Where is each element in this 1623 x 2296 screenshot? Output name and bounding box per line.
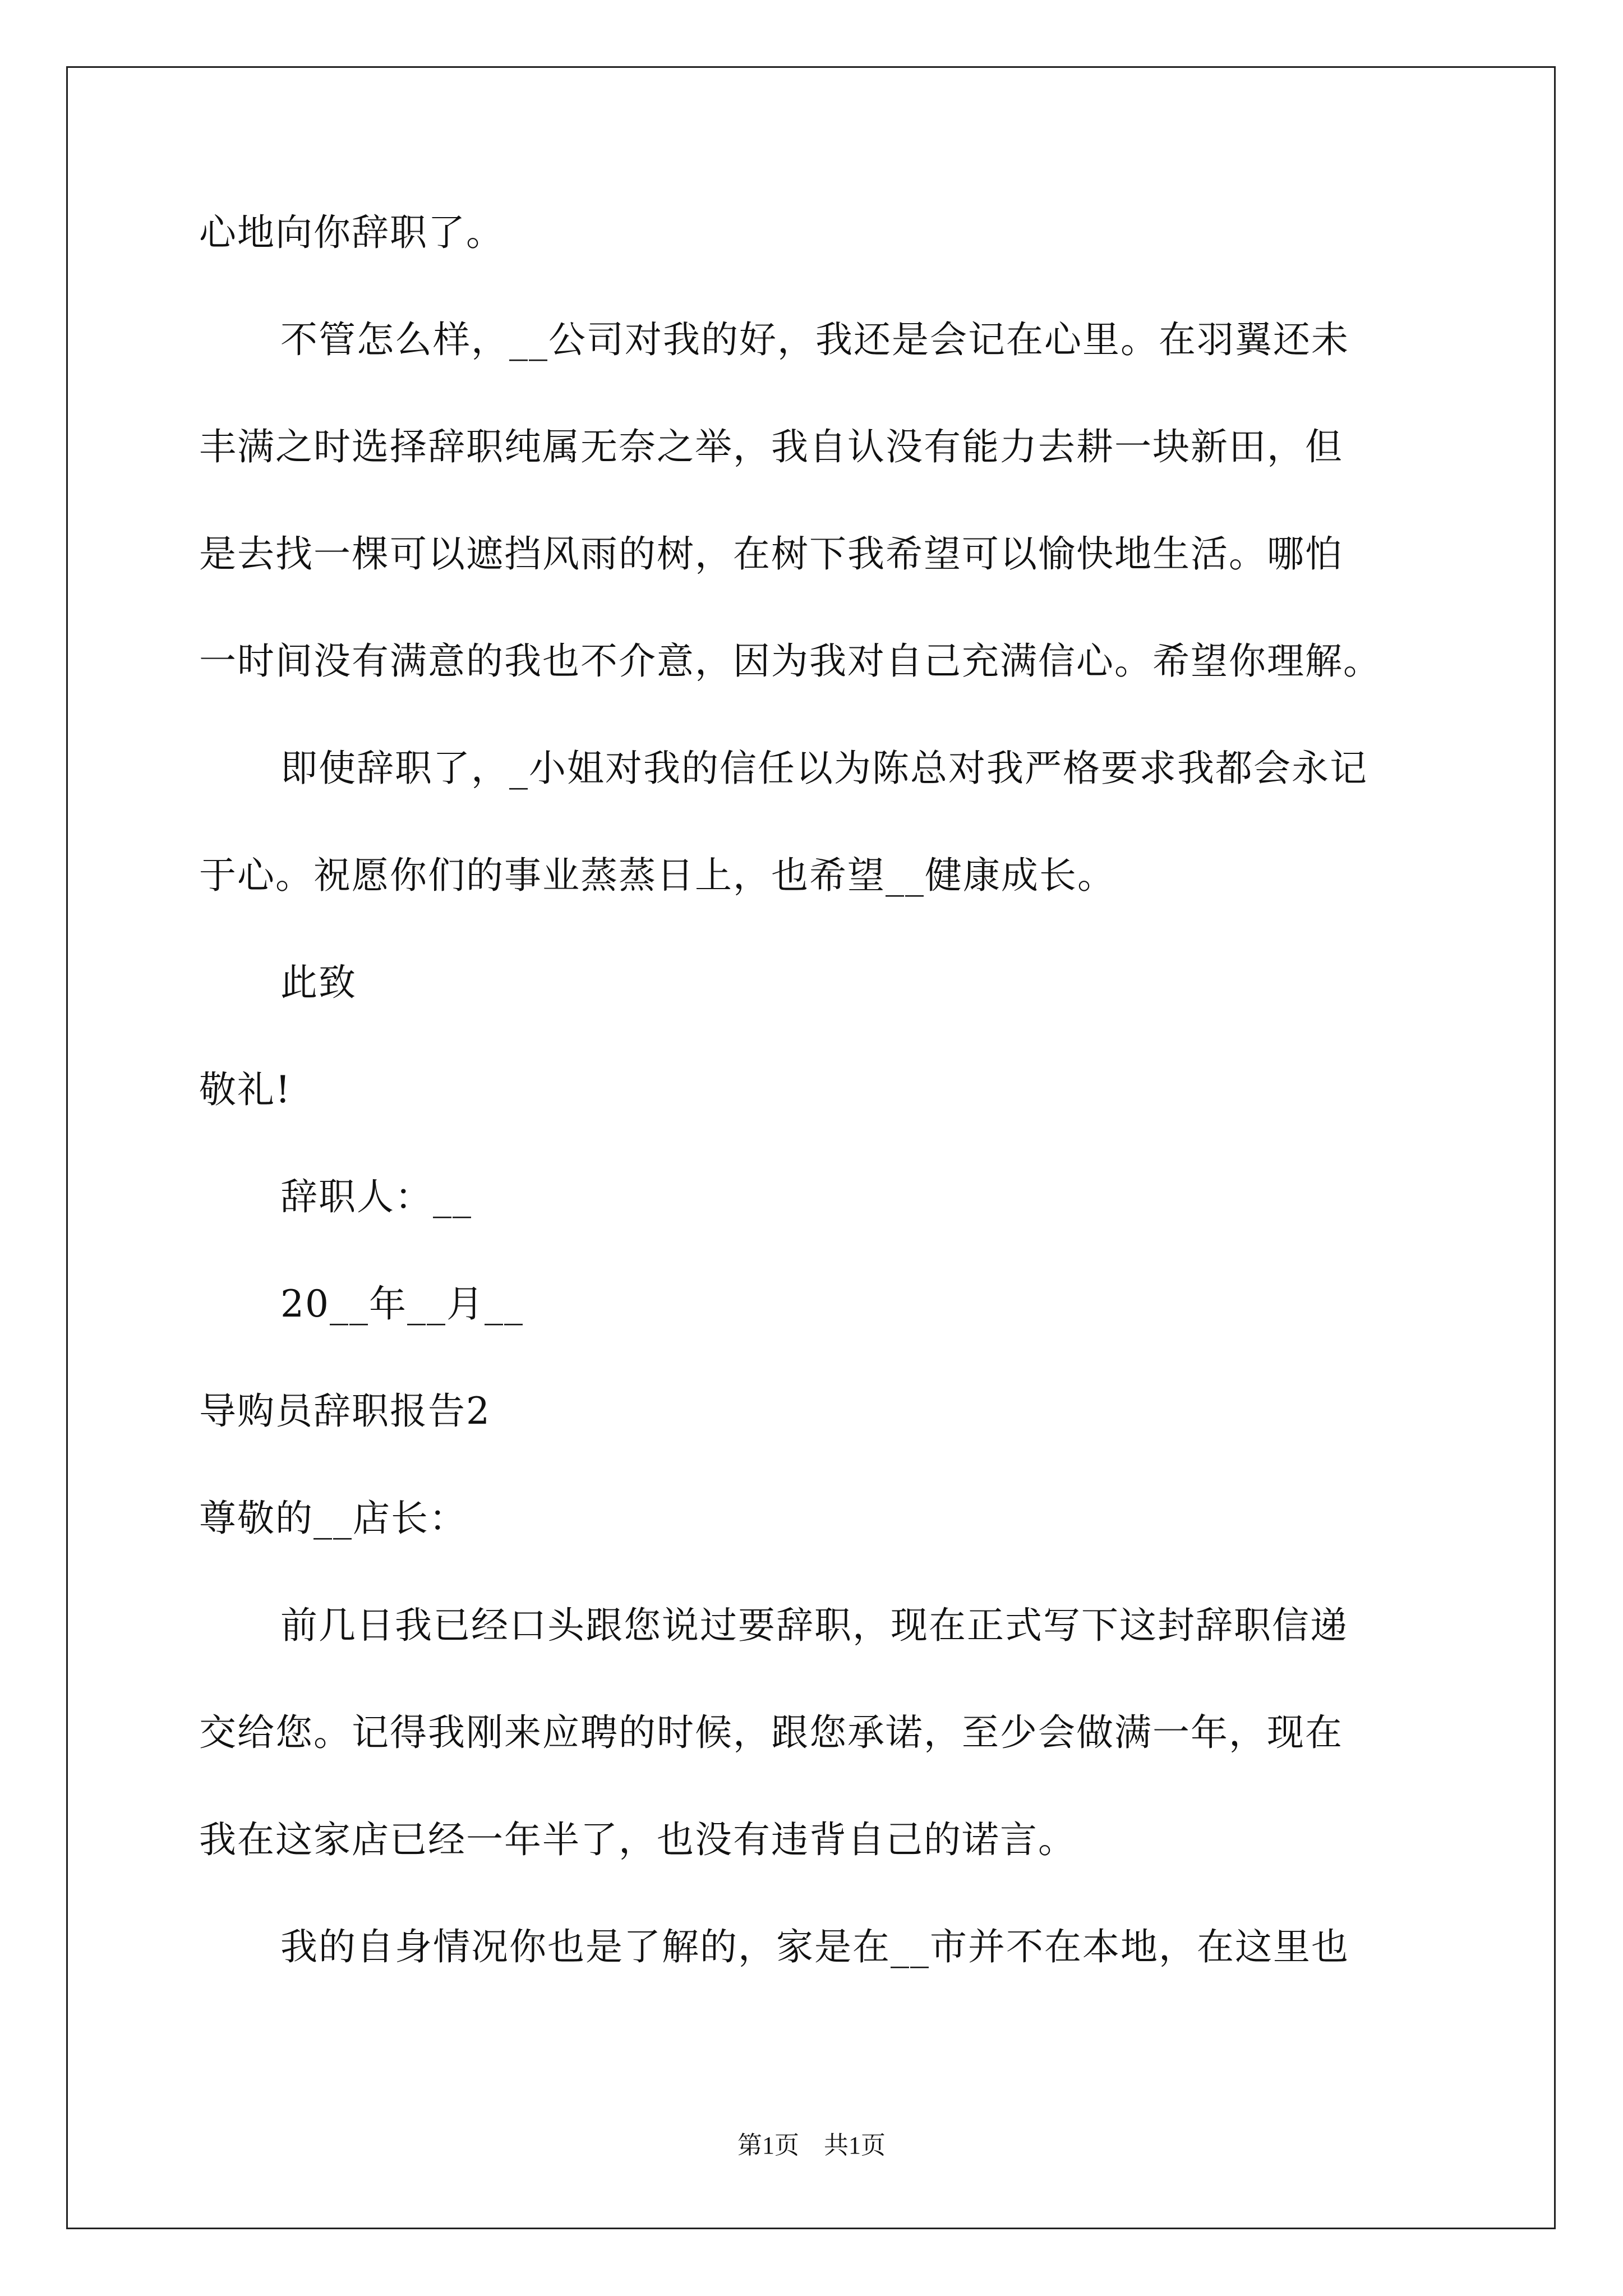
page-frame [66,66,1556,2229]
text-line: 丰满之时选择辞职纯属无奈之举，我自认没有能力去耕一块新田，但 [199,425,1343,468]
text-line: 前几日我已经口头跟您说过要辞职，现在正式写下这封辞职信递 [280,1604,1348,1647]
signature-line: 辞职人：__ [280,1175,472,1218]
page-number-footer: 第1页 共1页 [737,2132,886,2159]
section-title: 导购员辞职报告2 [199,1389,491,1433]
text-line: 一时间没有满意的我也不介意，因为我对自己充满信心。希望你理解。 [199,639,1381,683]
text-line: 心地向你辞职了。 [199,211,504,254]
text-line: 不管怎么样，__公司对我的好，我还是会记在心里。在羽翼还未 [280,318,1349,361]
text-line: 是去找一棵可以遮挡风雨的树，在树下我希望可以愉快地生活。哪怕 [199,532,1343,576]
salutation: 敬礼! [199,1068,292,1111]
text-line: 我的自身情况你也是了解的，家是在__市并不在本地，在这里也 [280,1925,1349,1968]
closing-phrase: 此致 [280,961,357,1004]
text-line: 交给您。记得我刚来应聘的时候，跟您承诺，至少会做满一年，现在 [199,1711,1343,1754]
date-line: 20__年__月__ [280,1282,524,1326]
text-line: 我在这家店已经一年半了，也没有违背自己的诺言。 [199,1818,1076,1861]
greeting: 尊敬的__店长： [199,1497,467,1540]
text-line: 即使辞职了，_小姐对我的信任以为陈总对我严格要求我都会永记 [280,747,1368,790]
text-line: 于心。祝愿你们的事业蒸蒸日上，也希望__健康成长。 [199,854,1115,897]
